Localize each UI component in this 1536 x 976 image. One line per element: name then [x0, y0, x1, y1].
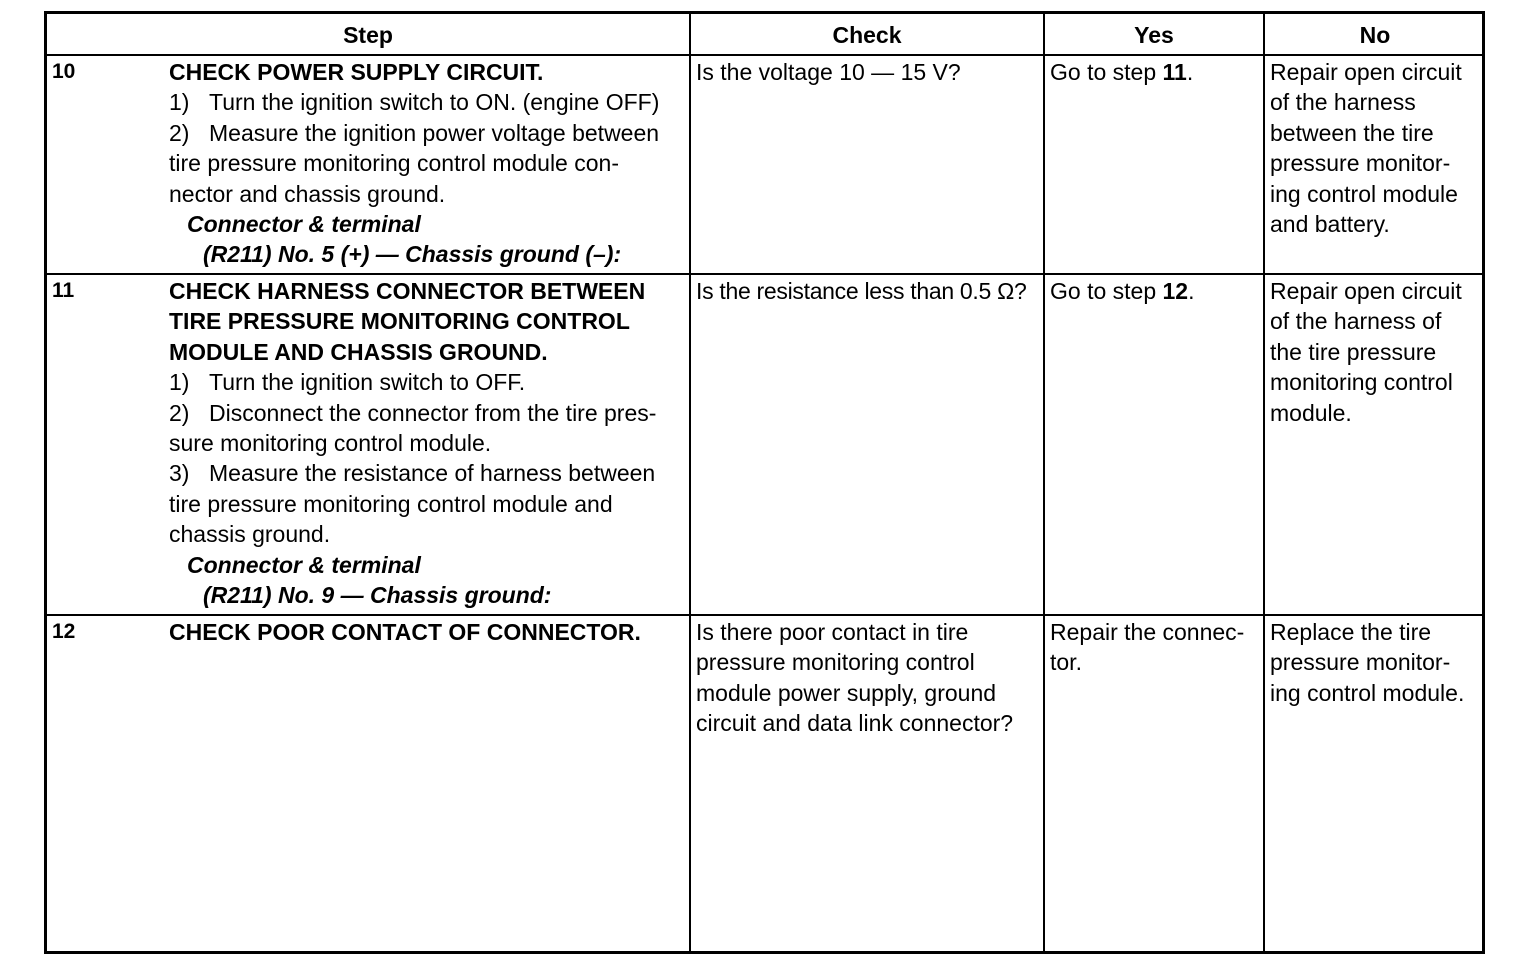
- step-11-content: [169, 276, 656, 610]
- step-title: CHECK POWER SUPPLY CIRCUIT.: [169, 59, 544, 85]
- check-cell: Is the voltage 10 — 15 V?: [696, 59, 961, 85]
- no-cell: Replace the tire pressure monitor- ing control module.: [1270, 619, 1465, 706]
- step-12-content: [169, 617, 641, 647]
- instruction: 2) Measure the ignition power voltage between: [169, 119, 660, 146]
- step-title: CHECK HARNESS CONNECTOR BETWEEN: [169, 278, 646, 304]
- step-number: 10: [52, 60, 76, 83]
- check-cell: Is there poor contact in tire pressure monitoring control module power supply, ground circuit and data link connector?: [696, 619, 1014, 737]
- step-title: MODULE AND CHASSIS GROUND.: [169, 338, 548, 365]
- diagnostic-table: [44, 11, 1485, 954]
- header-check: Check: [832, 22, 902, 48]
- step-title: TIRE PRESSURE MONITORING CONTROL: [169, 308, 630, 335]
- connector-label: Connector & terminal: [187, 551, 421, 578]
- instruction: 3) Measure the resistance of harness between: [169, 460, 656, 487]
- header-yes: Yes: [1134, 22, 1174, 48]
- header-no: No: [1359, 22, 1391, 48]
- row-divider: [47, 614, 1482, 616]
- step-number: 11: [52, 279, 75, 302]
- connector-terminal: (R211) No. 9 — Chassis ground:: [203, 582, 552, 609]
- instruction-continuation: nector and chassis ground.: [169, 180, 446, 207]
- column-divider: [1263, 14, 1265, 951]
- step-reference: 11: [1162, 59, 1187, 85]
- step-10-content: [169, 57, 659, 270]
- row-divider: [47, 273, 1482, 275]
- step-reference: 12: [1162, 278, 1189, 304]
- instruction-continuation: tire pressure monitoring control module and: [169, 490, 613, 517]
- no-cell: Repair open circuit of the harness of the tire pressure monitoring control module.: [1270, 278, 1462, 426]
- instruction-continuation: sure monitoring control module.: [169, 430, 492, 457]
- instruction: 1) Turn the ignition switch to ON. (engine OFF): [169, 89, 660, 116]
- instruction-continuation: chassis ground.: [169, 521, 331, 548]
- yes-cell: Go to step 11.: [1050, 59, 1194, 85]
- column-divider: [689, 14, 691, 951]
- header-step: Step: [343, 22, 393, 48]
- column-divider: [1043, 14, 1045, 951]
- check-cell: Is the resistance less than 0.5 Ω?: [696, 278, 1027, 304]
- step-number: 12: [52, 620, 76, 643]
- instruction: 2) Disconnect the connector from the tire pres-: [169, 399, 657, 426]
- yes-cell: Repair the connec- tor.: [1050, 619, 1245, 676]
- instruction: 1) Turn the ignition switch to OFF.: [169, 369, 526, 396]
- yes-cell: Go to step 12.: [1050, 278, 1195, 304]
- step-title: CHECK POOR CONTACT OF CONNECTOR.: [169, 619, 641, 645]
- no-cell: Repair open circuit of the harness between the tire pressure monitor- ing control module and battery.: [1270, 59, 1462, 238]
- connector-label: Connector & terminal: [187, 211, 421, 238]
- instruction-continuation: tire pressure monitoring control module con-: [169, 150, 619, 177]
- connector-terminal: (R211) No. 5 (+) — Chassis ground (–):: [203, 241, 622, 268]
